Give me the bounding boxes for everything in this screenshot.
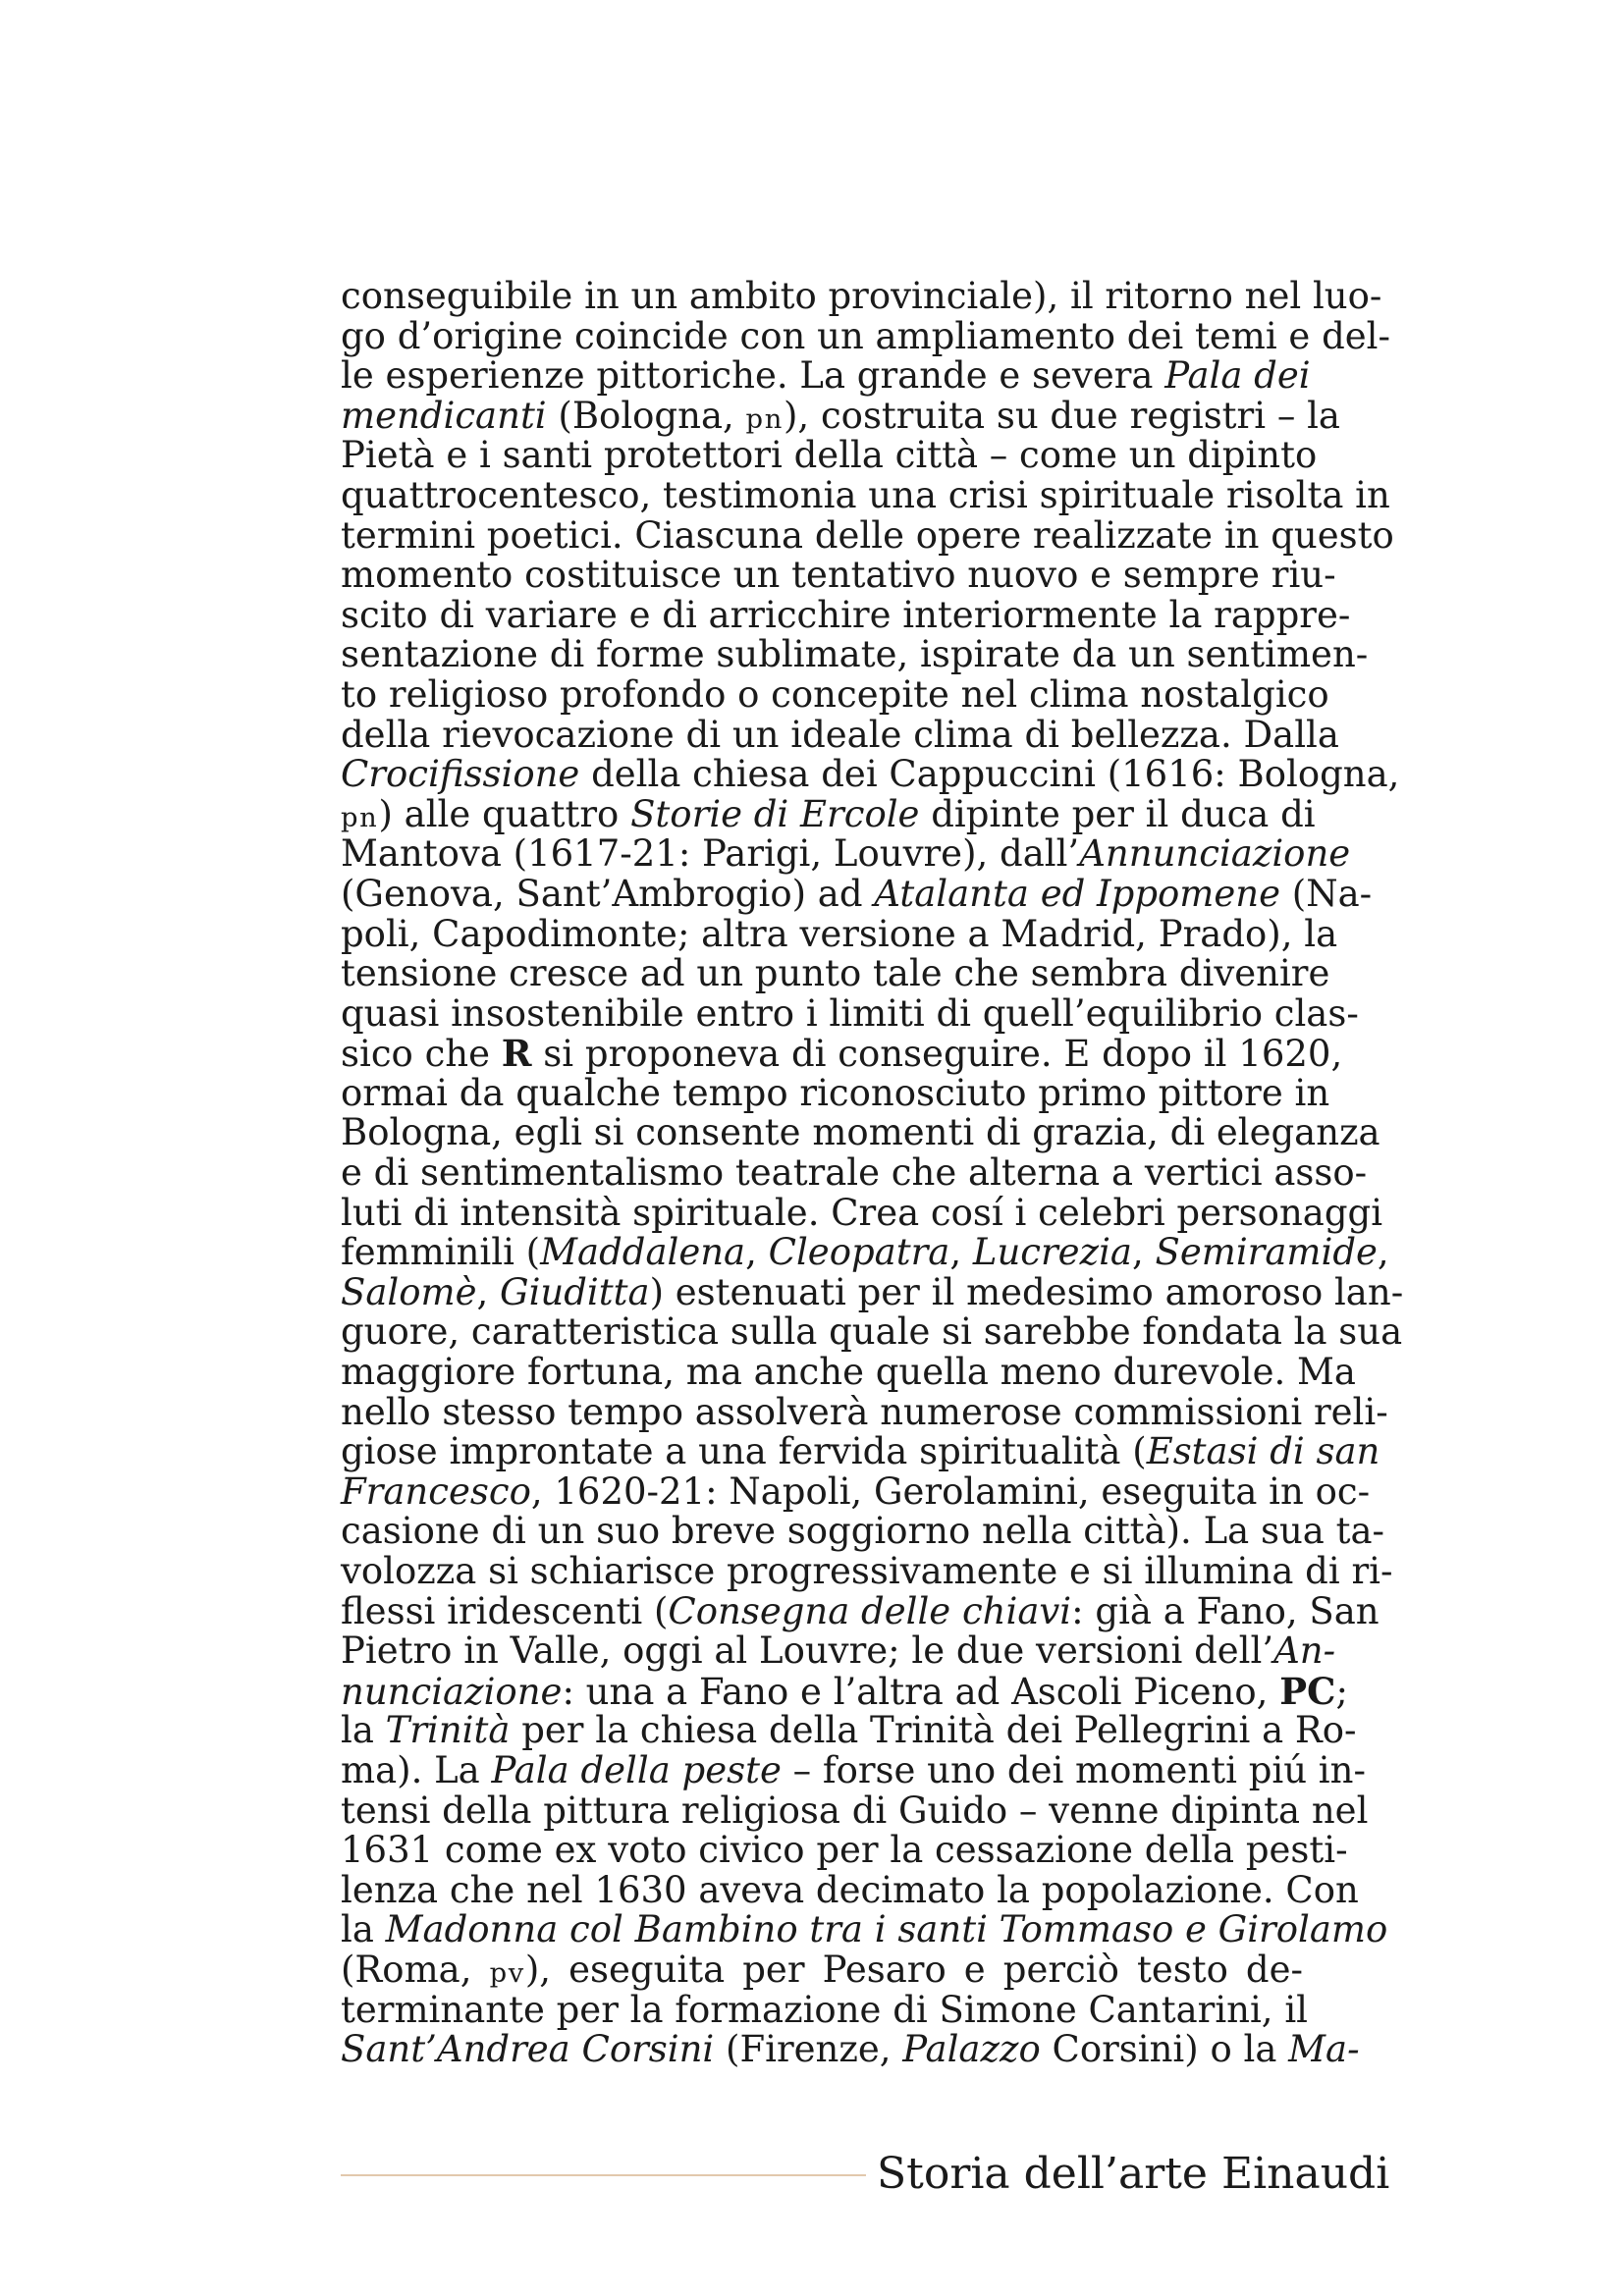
text-line xyxy=(341,1270,1404,1313)
text-segment: Crocifissione xyxy=(341,753,580,796)
text-segment: la xyxy=(341,1908,386,1951)
text-segment: e di sentimentalismo teatrale che alterna a vertici asso- xyxy=(341,1151,1368,1195)
text-segment: ormai da qualche tempo riconosciuto primo pittore in xyxy=(341,1071,1330,1114)
text-segment: – forse uno dei momenti piú in- xyxy=(781,1748,1366,1791)
text-line xyxy=(341,2028,1360,2071)
text-segment: Pietà e i santi protettori della città – come un dipinto xyxy=(341,434,1318,477)
text-line xyxy=(341,275,1382,317)
text-segment: , xyxy=(1131,1231,1156,1274)
text-segment: , xyxy=(949,1231,973,1274)
text-line xyxy=(341,952,1330,995)
text-segment: giose improntate a una fervida spiritualità ( xyxy=(341,1430,1147,1473)
text-segment: ), costruita su due registri – la xyxy=(783,394,1340,437)
text-segment: Sant’Andrea Corsini xyxy=(341,2028,715,2071)
text-segment: della chiesa dei Cappuccini (1616: Bologna, xyxy=(579,753,1400,796)
text-segment: lenza che nel 1630 aveva decimato la popolazione. Con xyxy=(341,1868,1359,1911)
text-segment: ) estenuati per il medesimo amoroso lan- xyxy=(649,1270,1404,1313)
text-segment: Pala dei xyxy=(1164,354,1311,398)
text-line xyxy=(341,1071,1330,1114)
text-segment: Madonna col Bambino tra i santi Tommaso e Girolamo xyxy=(385,1908,1388,1951)
text-segment: Pala della peste xyxy=(491,1748,782,1791)
footer-title: Storia dell’arte Einaudi xyxy=(877,2149,1390,2199)
text-segment: mendicanti xyxy=(341,394,547,437)
text-segment: scito di variare e di arricchire interiormente la rappre- xyxy=(341,593,1351,636)
text-line xyxy=(341,1430,1380,1473)
text-line xyxy=(341,394,1340,437)
text-segment: terminante per la formazione di Simone Cantarini, il xyxy=(341,1988,1308,2031)
text-segment: (Roma, xyxy=(341,1948,490,1991)
footer-rule xyxy=(341,2174,866,2176)
text-line xyxy=(341,872,1373,915)
text-line xyxy=(341,1589,1380,1632)
text-segment: conseguibile in un ambito provinciale), il ritorno nel luo- xyxy=(341,275,1382,317)
text-segment: le esperienze pittoriche. La grande e severa xyxy=(341,354,1165,398)
text-line xyxy=(341,633,1369,676)
text-segment: An- xyxy=(1273,1629,1336,1673)
text-segment: femminili ( xyxy=(341,1231,541,1274)
text-line xyxy=(341,1669,1348,1713)
text-segment: Salomè xyxy=(341,1270,477,1313)
text-line xyxy=(341,473,1390,516)
text-segment: Mantova (1617-21: Parigi, Louvre), dall’ xyxy=(341,832,1080,876)
text-segment: Palazzo xyxy=(902,2028,1041,2071)
text-segment: Francesco xyxy=(341,1469,531,1513)
text-segment: Annunciazione xyxy=(1079,832,1351,876)
text-segment: luti di intensità spirituale. Crea cosí i celebri personaggi xyxy=(341,1191,1383,1234)
text-segment: volozza si schiarisce progressivamente e si illumina di ri- xyxy=(341,1550,1393,1592)
text-segment: guore, caratteristica sulla quale si sarebbe fondata la sua xyxy=(341,1310,1403,1354)
text-segment: : una a Fano e l’altra ad Ascoli Piceno, xyxy=(562,1670,1280,1713)
text-segment: Estasi di san xyxy=(1146,1430,1380,1473)
text-segment: , 1620-21: Napoli, Gerolamini, eseguita in oc- xyxy=(530,1469,1371,1513)
text-segment: PC xyxy=(1279,1669,1336,1713)
text-segment: Atalanta ed Ippomene xyxy=(874,872,1281,915)
text-segment: la xyxy=(341,1709,386,1752)
text-segment: tensi della pittura religiosa di Guido – venne dipinta nel xyxy=(341,1789,1369,1832)
text-segment: pv xyxy=(489,1957,525,1989)
text-segment: flessi iridescenti ( xyxy=(341,1589,669,1632)
text-line xyxy=(341,1351,1356,1394)
text-line xyxy=(341,672,1329,716)
text-segment: dipinte per il duca di xyxy=(919,792,1316,835)
text-line xyxy=(341,1310,1403,1354)
text-line xyxy=(341,1469,1371,1513)
text-segment: ; xyxy=(1335,1670,1348,1713)
text-segment: (Na- xyxy=(1280,872,1373,915)
text-segment: ma). La xyxy=(341,1748,492,1791)
text-line xyxy=(341,832,1351,876)
text-line xyxy=(341,1111,1380,1154)
text-line xyxy=(341,1191,1383,1234)
text-line xyxy=(341,1829,1348,1872)
text-segment: (Bologna, xyxy=(546,394,746,437)
text-segment: Storie di Ercole xyxy=(630,792,920,835)
text-line xyxy=(341,1390,1388,1433)
text-line xyxy=(341,792,1316,835)
text-segment: tensione cresce ad un punto tale che sembra divenire xyxy=(341,952,1330,995)
text-segment: (Genova, Sant’Ambrogio) ad xyxy=(341,872,875,915)
text-segment: sentazione di forme sublimate, ispirate da un sentimen- xyxy=(341,633,1369,676)
text-segment: Corsini) o la xyxy=(1040,2028,1289,2071)
text-segment: ), eseguita per Pesaro e perciò testo de- xyxy=(524,1948,1303,1991)
text-line xyxy=(341,1950,1303,1991)
text-segment: to religioso profondo o concepite nel clima nostalgico xyxy=(341,672,1329,716)
text-segment: casione di un suo breve soggiorno nella città). La sua ta- xyxy=(341,1510,1385,1553)
text-segment: R xyxy=(501,1032,532,1076)
text-segment: momento costituisce un tentativo nuovo e sempre riu- xyxy=(341,554,1336,597)
text-segment: sico che xyxy=(341,1033,502,1076)
text-segment: Lucrezia xyxy=(972,1231,1132,1274)
text-line xyxy=(341,593,1351,636)
text-line xyxy=(341,912,1338,955)
text-segment: ) alle quattro xyxy=(378,792,631,835)
text-line xyxy=(341,314,1391,357)
text-segment: per la chiesa della Trinità dei Pellegrini a Ro- xyxy=(510,1709,1357,1752)
text-segment: , xyxy=(745,1231,769,1274)
text-segment: (Firenze, xyxy=(714,2028,903,2071)
text-line xyxy=(341,1988,1308,2031)
text-segment: nunciazione xyxy=(341,1670,563,1713)
text-segment: nello stesso tempo assolverà numerose commissioni reli- xyxy=(341,1390,1388,1433)
text-line xyxy=(341,1629,1336,1673)
text-line xyxy=(341,1510,1385,1553)
text-line xyxy=(341,1789,1369,1832)
text-segment: pn xyxy=(341,802,379,833)
body-text xyxy=(341,275,1404,2071)
text-segment: Giuditta xyxy=(500,1270,650,1313)
text-line xyxy=(341,554,1336,597)
text-segment: , xyxy=(1377,1231,1389,1274)
text-line xyxy=(341,1868,1359,1911)
text-segment: si proponeva di conseguire. E dopo il 1620, xyxy=(531,1033,1343,1076)
text-line xyxy=(341,1748,1366,1791)
text-segment: Cleopatra xyxy=(768,1231,950,1274)
text-line xyxy=(341,1151,1368,1195)
text-segment: termini poetici. Ciascuna delle opere realizzate in questo xyxy=(341,513,1394,557)
text-line xyxy=(341,354,1311,398)
text-segment: : già a Fano, San xyxy=(1071,1589,1380,1632)
text-segment: della rievocazione di un ideale clima di bellezza. Dalla xyxy=(341,713,1339,756)
text-segment: Maddalena xyxy=(540,1231,746,1274)
text-segment: 1631 come ex voto civico per la cessazione della pesti- xyxy=(341,1829,1348,1872)
text-segment: poli, Capodimonte; altra versione a Madrid, Prado), la xyxy=(341,912,1338,955)
text-segment: Pietro in Valle, oggi al Louvre; le due versioni dell’ xyxy=(341,1629,1274,1673)
text-segment: , xyxy=(476,1270,501,1313)
text-line xyxy=(341,1032,1343,1076)
text-segment: Trinità xyxy=(385,1709,511,1752)
text-line xyxy=(341,1709,1357,1752)
text-line xyxy=(341,1550,1393,1592)
text-line xyxy=(341,753,1400,796)
text-line xyxy=(341,1231,1389,1274)
text-segment: go d’origine coincide con un ampliamento dei temi e del- xyxy=(341,314,1391,357)
text-line xyxy=(341,713,1339,756)
text-line xyxy=(341,991,1359,1035)
text-segment: quattrocentesco, testimonia una crisi spirituale risolta in xyxy=(341,473,1390,516)
text-segment: Semiramide xyxy=(1155,1231,1378,1274)
text-segment: pn xyxy=(745,403,784,435)
text-line xyxy=(341,1908,1388,1951)
text-segment: maggiore fortuna, ma anche quella meno durevole. Ma xyxy=(341,1351,1356,1394)
text-line xyxy=(341,513,1394,557)
text-segment: quasi insostenibile entro i limiti di quell’equilibrio clas- xyxy=(341,991,1359,1035)
text-segment: Bologna, egli si consente momenti di grazia, di eleganza xyxy=(341,1111,1380,1154)
text-segment: Consegna delle chiavi xyxy=(668,1589,1072,1632)
text-segment: Ma- xyxy=(1288,2028,1360,2071)
text-line xyxy=(341,434,1318,477)
